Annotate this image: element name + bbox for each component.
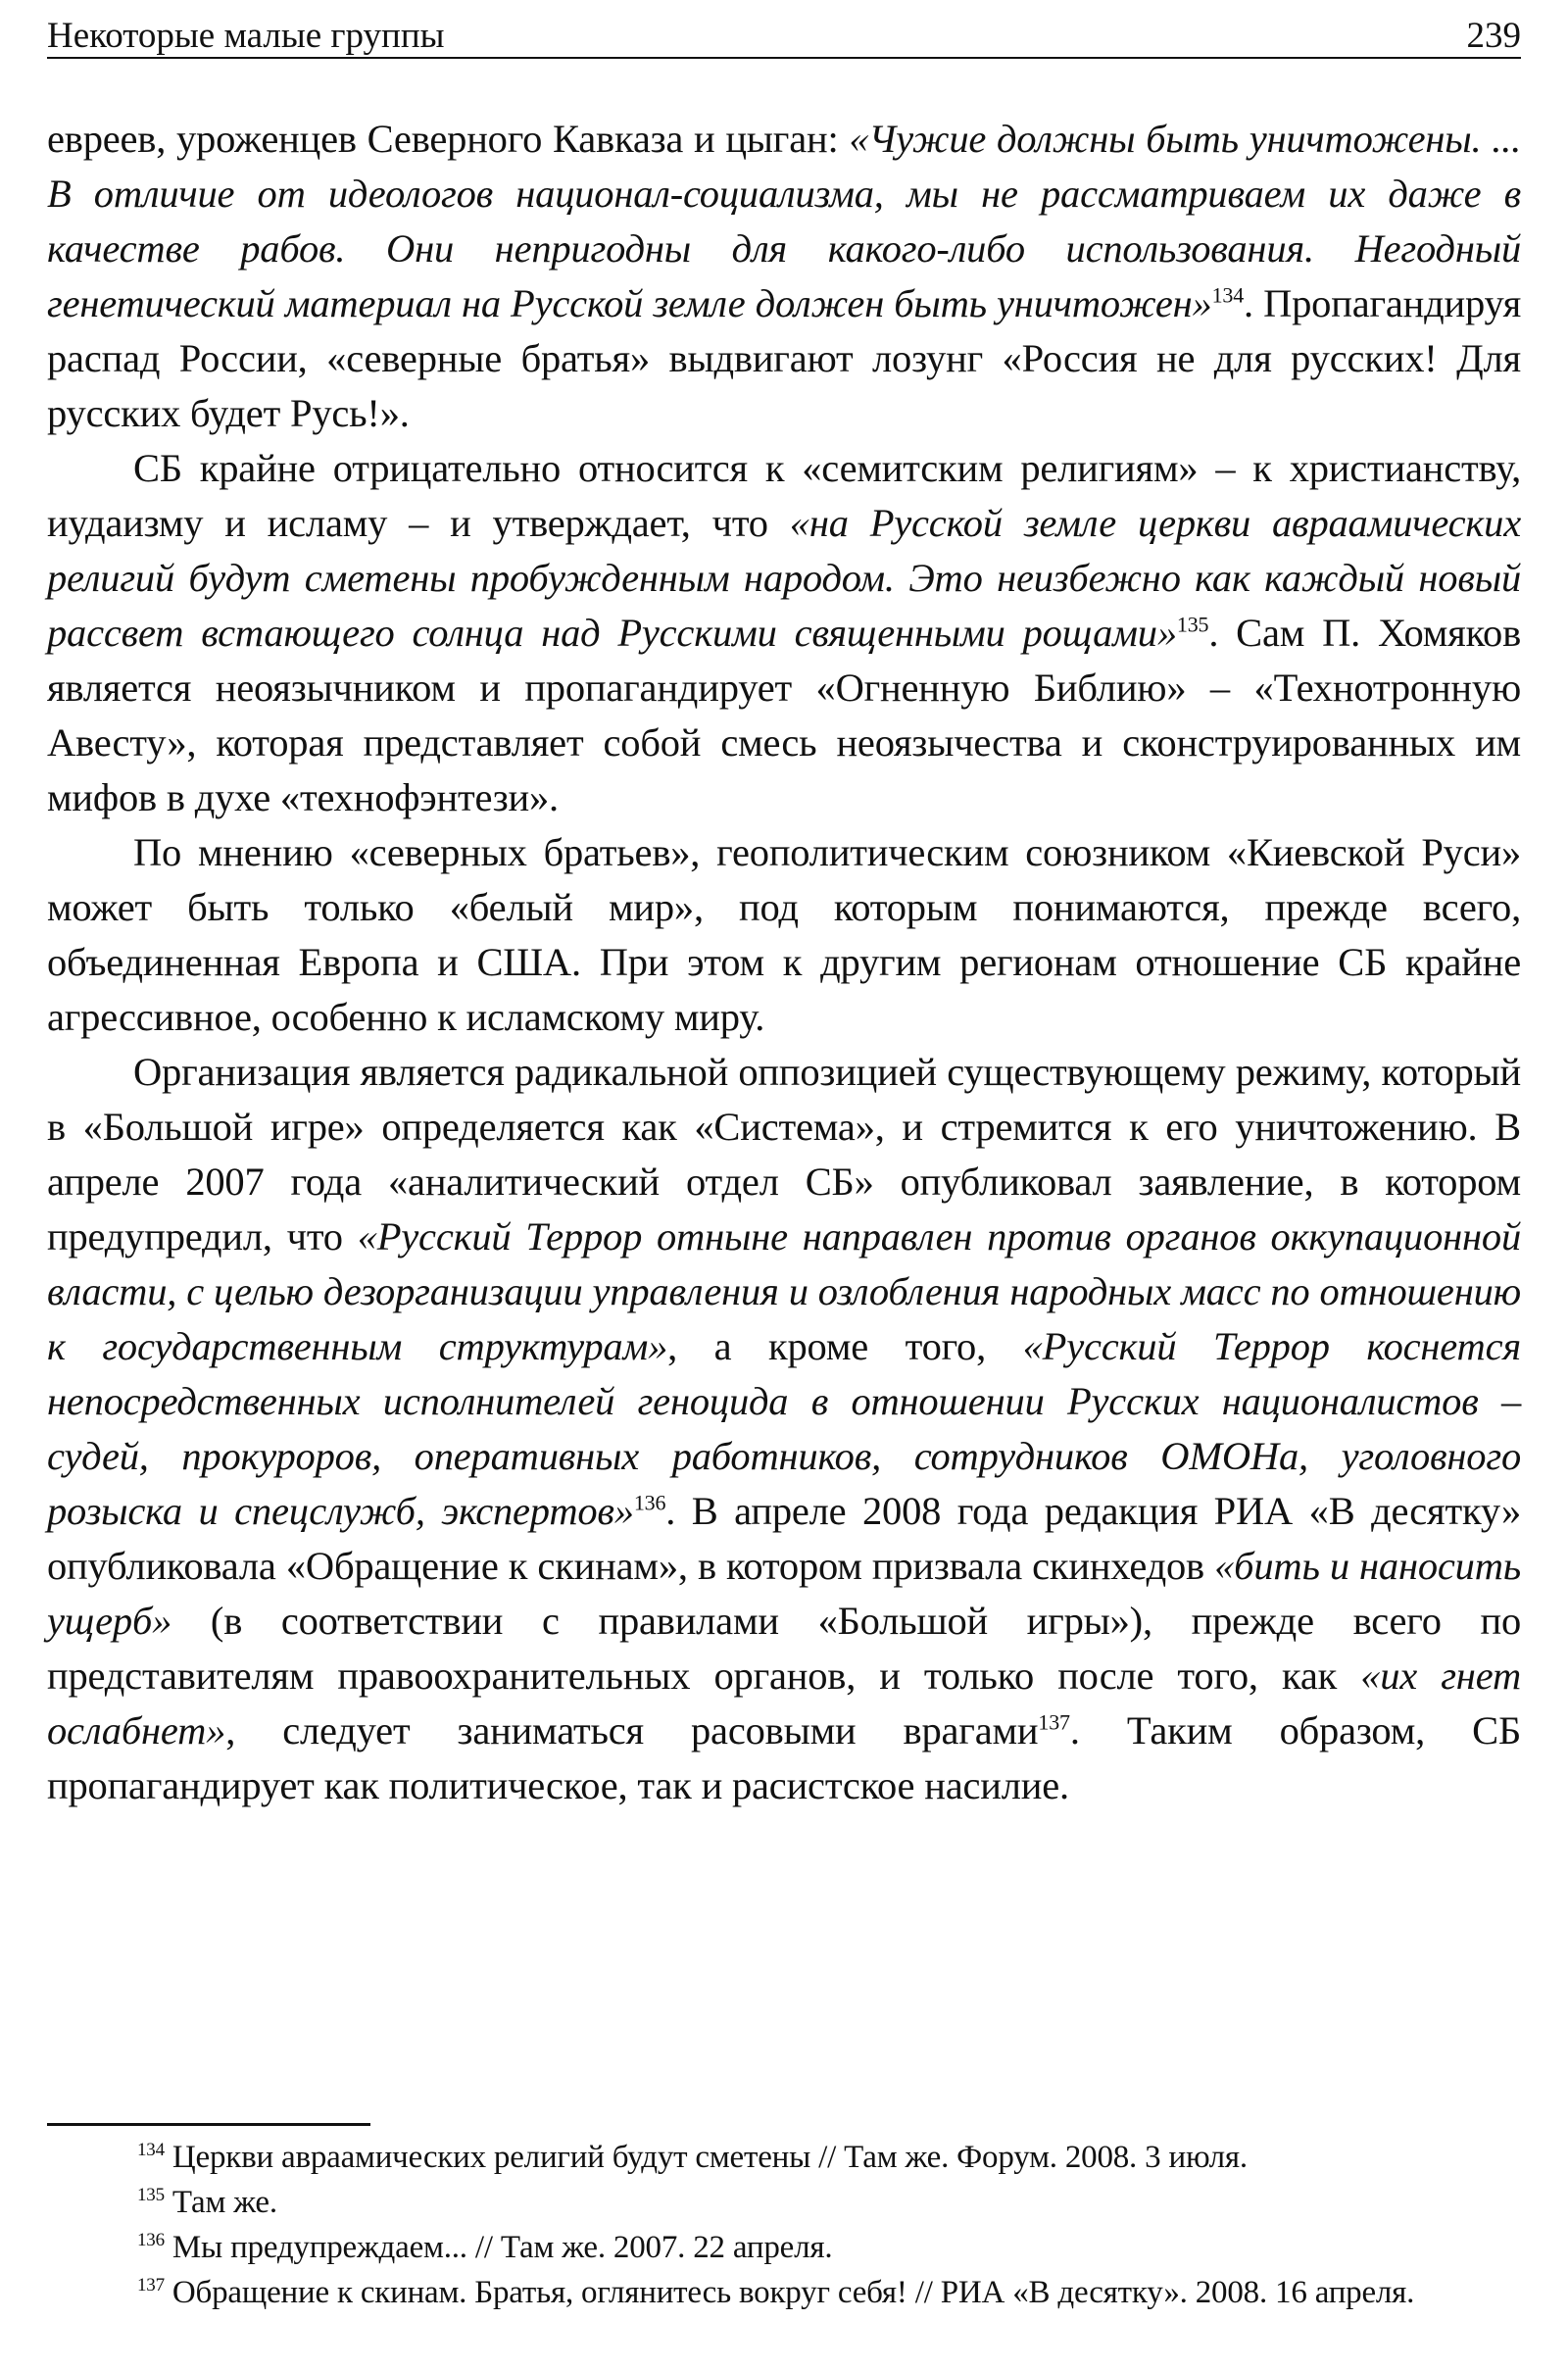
footnote-number: 136: [137, 2230, 165, 2250]
page-number: 239: [1466, 16, 1521, 57]
footnote-134: [47, 2135, 1521, 2180]
paragraph-1: [47, 112, 1521, 441]
paragraph-text: , а кроме того,: [667, 1324, 1023, 1368]
footnote-ref: 137: [1038, 1709, 1070, 1735]
paragraph-text: . В апреле 2008 года редакция РИА «В десятку» опубликовала «Обращение к скинам», в котором призвала скинхедов: [47, 1489, 1521, 1588]
footnote-divider: [47, 2123, 370, 2126]
footnote-ref: 136: [633, 1490, 666, 1515]
paragraph-text: . Пропагандируя распад России, «северные братья» выдвигают лозунг «Россия не для русских! Для русских будет Русь!».: [47, 281, 1522, 435]
footnote-ref: 135: [1176, 612, 1209, 637]
running-header: [47, 0, 1521, 59]
footnote-text: Там же.: [172, 2185, 277, 2220]
italic-quote: «Русский Террор коснется непосредственных исполнителей геноцида в отношении Русских националистов – судей, прокуроров, оперативных работников, сотрудников ОМОНа, уголовного розыска и спецслужб, экспертов»: [47, 1324, 1521, 1533]
footnotes: [47, 2135, 1521, 2315]
footnote-136: [47, 2225, 1521, 2270]
paragraph-text: По мнению «северных братьев», геополитическим союзником «Киевской Руси» может быть только «белый мир», под которым понимаются, прежде всего, объединенная Европа и США. При этом к другим регионам отношение СБ крайне агрессивное, особенно к исламскому миру.: [47, 830, 1521, 1039]
footnote-137: [47, 2270, 1521, 2315]
italic-quote: «Чужие должны быть уничтожены. ... В отличие от идеологов национал-социализма, мы не рассматриваем их даже в качестве рабов. Они непригодны для какого-либо использования. Негодный генетический материал на Русской земле должен быть уничтожен»: [47, 117, 1521, 325]
footnote-text: Обращение к скинам. Братья, оглянитесь вокруг себя! // РИА «В десятку». 2008. 16 апреля.: [172, 2275, 1415, 2310]
footnote-text: Церкви авраамических религий будут сметены // Там же. Форум. 2008. 3 июля.: [172, 2140, 1248, 2175]
paragraph-text: (в соответствии с правилами «Большой игры»), прежде всего по представителям правоохранительных органов, и только после того, как: [47, 1599, 1521, 1698]
footnote-135: [47, 2180, 1521, 2225]
paragraph-2: [47, 441, 1521, 825]
paragraph-text: . Таким образом, СБ пропагандирует как политическое, так и расистское насилие.: [47, 1708, 1521, 1807]
paragraph-text: . Сам П. Хомяков является неоязычником и пропагандирует «Огненную Библию» – «Технотронную Авесту», которая представляет собой смесь неоязычества и сконструированных им мифов в духе «технофэнтези».: [47, 611, 1522, 819]
italic-quote: «бить и наносить ущерб»: [47, 1544, 1521, 1643]
paragraph-text: , следует заниматься расовыми врагами: [225, 1708, 1039, 1753]
footnote-text: Мы предупреждаем... // Там же. 2007. 22 апреля.: [172, 2230, 833, 2265]
section-title: Некоторые малые группы: [47, 16, 445, 57]
footnote-ref: 134: [1211, 282, 1245, 308]
main-text: [47, 112, 1521, 1813]
paragraph-text: Организация является радикальной оппозицией существующему режиму, который в «Большой игре» определяется как «Система», и стремится к его уничтожению. В апреле 2007 года «аналитический отдел СБ» опубликовал заявление, в котором предупредил, что: [47, 1050, 1521, 1259]
footnote-number: 135: [137, 2185, 165, 2205]
footnote-number: 134: [137, 2140, 165, 2160]
paragraph-text: СБ крайне отрицательно относится к «семитским религиям» – к христианству, иудаизму и исламу – и утверждает, что: [47, 446, 1521, 545]
italic-quote: «Русский Террор отныне направлен против органов оккупационной власти, с целью дезорганизации управления и озлобления народных масс по отношению к государственным структурам»: [47, 1214, 1521, 1368]
paragraph-3: [47, 825, 1521, 1045]
italic-quote: «на Русской земле церкви авраамических религий будут сметены пробужденным народом. Это неизбежно как каждый новый рассвет встающего солнца над Русскими священными рощами»: [47, 501, 1521, 655]
paragraph-4: [47, 1045, 1521, 1813]
footnote-number: 137: [137, 2275, 165, 2296]
paragraph-text: евреев, уроженцев Северного Кавказа и цыган:: [47, 117, 850, 161]
italic-quote: «их гнет ослабнет»: [47, 1654, 1521, 1753]
